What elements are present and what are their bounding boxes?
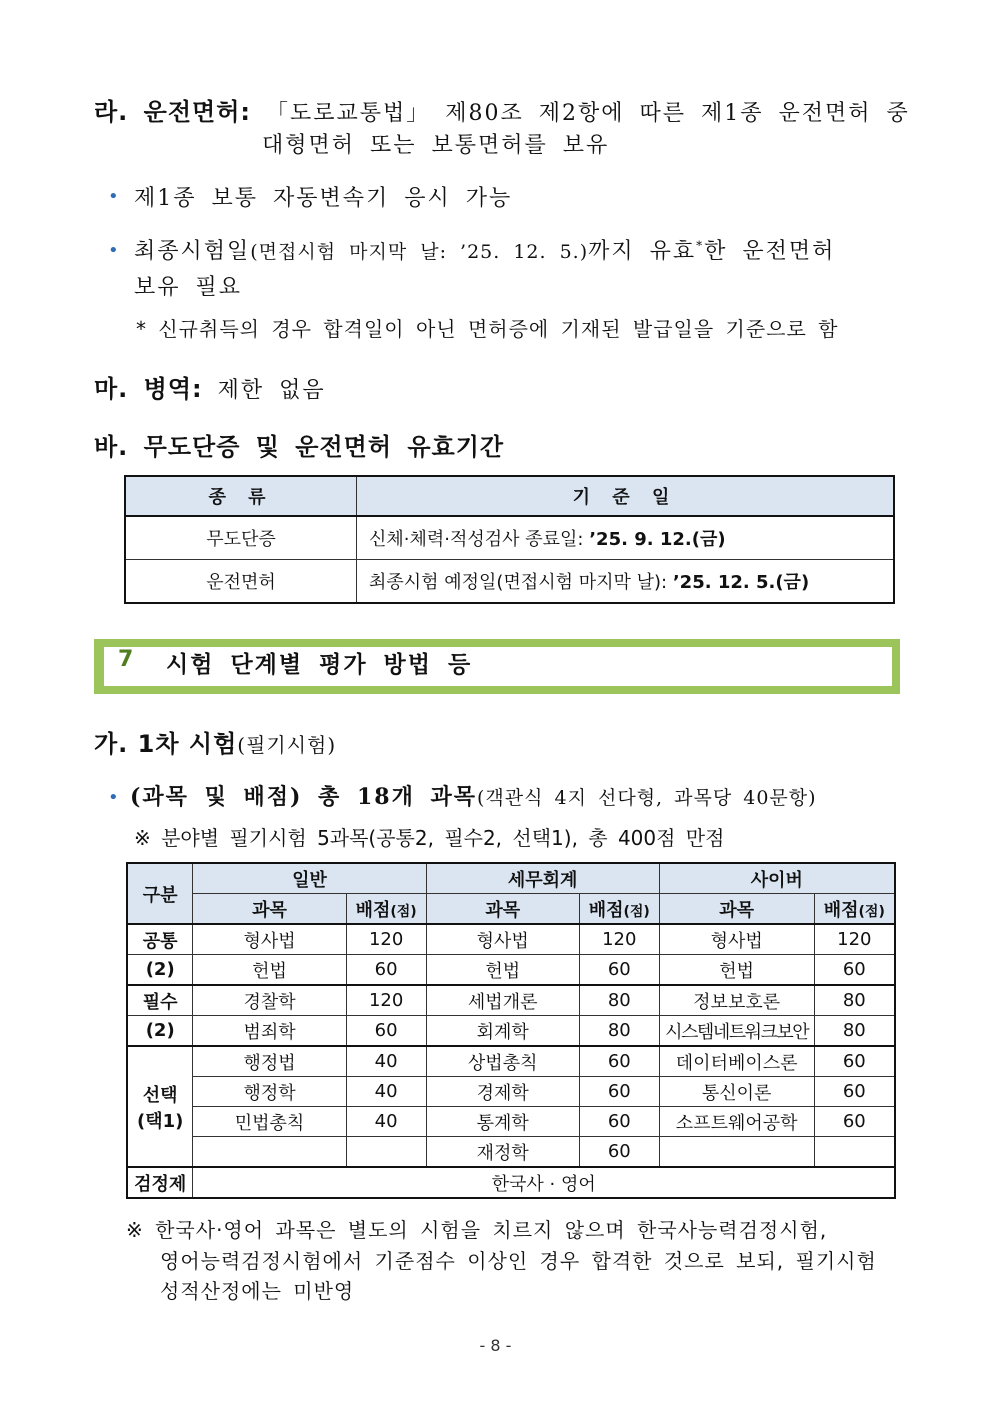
subject-cell: 통계학 (426, 1107, 579, 1137)
section-ra-text-line1: 「도로교통법」 제80조 제2항에 따른 제1종 운전면허 중 (266, 101, 910, 126)
field-tax-accounting: 세무회계 (426, 863, 659, 894)
subject-cell: 회계학 (426, 1016, 579, 1047)
basis-prefix: 최종시험 예정일(면접시험 마지막 날): (369, 572, 673, 593)
row-basis (357, 560, 895, 604)
bullet-subjects-paren: (객관식 4지 선다형, 과목당 40문항) (477, 787, 817, 809)
table-header-row (125, 476, 894, 516)
page-number: - 8 - (479, 1336, 512, 1355)
score-cell: 60 (814, 955, 895, 986)
subject-cell: 상법총칙 (426, 1046, 579, 1077)
bullet-license-validity-line2: 보유 필요 (134, 275, 243, 300)
validity-table (124, 475, 895, 604)
note-five-subjects: ※ 분야별 필기시험 5과목(공통2, 필수2, 선택1), 총 400점 만점 (134, 826, 725, 850)
section-ma (94, 369, 326, 404)
score-cell: 60 (579, 1046, 659, 1077)
subject-header: 과목 (426, 894, 579, 925)
table-row (127, 955, 895, 986)
group-elective-label: 선택 (142, 1084, 178, 1106)
section-ma-text: 제한 없음 (217, 378, 326, 403)
subject-cell: 통신이론 (659, 1077, 814, 1107)
subject-cell: 데이터베이스론 (659, 1046, 814, 1077)
table-row (127, 1107, 895, 1137)
bullet-dot: • (108, 186, 119, 207)
footnote-new-license: * 신규취득의 경우 합격일이 아닌 면허증에 기재된 발급일을 기준으로 함 (136, 317, 839, 341)
section-ra-label: 라. 운전면허: (94, 98, 251, 126)
header-basis: 기 준 일 (357, 476, 895, 516)
table-row (127, 1077, 895, 1107)
score-header (579, 894, 659, 925)
row-type: 무도단증 (125, 516, 357, 560)
score-cell: 60 (579, 1107, 659, 1137)
group-elective-sub: (택1) (137, 1110, 184, 1132)
section-ba-title: 바. 무도단증 및 운전면허 유효기간 (94, 433, 505, 461)
subject-cell (193, 1137, 346, 1168)
bullet-text-part: 최종시험일 (134, 239, 251, 264)
table-row (127, 924, 895, 955)
bullet-text-part: 한 운전면허 (704, 239, 836, 264)
subject-cell: 행정법 (193, 1046, 346, 1077)
score-header-label: 배점 (355, 899, 391, 921)
score-cell: 80 (814, 985, 895, 1016)
subject-header: 과목 (193, 894, 346, 925)
cert-subjects: 한국사 · 영어 (193, 1167, 895, 1198)
subject-cell: 형사법 (193, 924, 346, 955)
subject-cell: 헌법 (426, 955, 579, 986)
group-common-sub: (2) (127, 955, 193, 986)
section-7-header (94, 639, 900, 694)
score-unit: (점) (623, 903, 650, 920)
score-header-label: 배점 (823, 899, 859, 921)
score-cell: 40 (346, 1077, 426, 1107)
section-ra-text-line2: 대형면허 또는 보통면허를 보유 (262, 133, 610, 158)
subject-cell: 행정학 (193, 1077, 346, 1107)
score-cell: 80 (814, 1016, 895, 1047)
section-ga-title-line (94, 724, 336, 759)
score-header-label: 배점 (588, 899, 624, 921)
score-cell: 60 (346, 955, 426, 986)
subject-cell: 경제학 (426, 1077, 579, 1107)
group-required-label: 필수 (127, 985, 193, 1016)
subject-cell (659, 1137, 814, 1168)
bullet-dot: • (108, 787, 119, 808)
asterisk-mark: * (696, 238, 705, 253)
group-required-sub: (2) (127, 1016, 193, 1047)
score-cell: 40 (346, 1046, 426, 1077)
subject-cell: 헌법 (193, 955, 346, 986)
basis-date: ’25. 9. 12.(금) (589, 529, 726, 550)
score-cell: 60 (579, 1077, 659, 1107)
bullet-text-part: 까지 유효 (588, 239, 697, 264)
score-unit: (점) (858, 903, 885, 920)
subject-cell: 재정학 (426, 1137, 579, 1168)
basis-prefix: 신체·체력·적성검사 종료일: (369, 529, 590, 550)
score-cell: 60 (579, 1137, 659, 1168)
final-note-line2: 영어능력검정시험에서 기준점수 이상인 경우 합격한 것으로 보되, 필기시험 (160, 1249, 877, 1273)
final-note-line3: 성적산정에는 미반영 (160, 1279, 355, 1303)
table-row (125, 560, 894, 604)
subject-cell: 형사법 (659, 924, 814, 955)
score-cell: 80 (579, 1016, 659, 1047)
field-header-row (127, 863, 895, 894)
section-ga-title-paren: (필기시험) (237, 733, 337, 757)
section-7-title: 시험 단계별 평가 방법 등 (166, 652, 473, 678)
score-cell: 80 (579, 985, 659, 1016)
table-row (127, 1137, 895, 1168)
subject-cell: 시스템네트워크보안 (659, 1016, 814, 1047)
score-cell (814, 1137, 895, 1168)
group-column-header: 구분 (127, 863, 193, 924)
final-note-line1: ※ 한국사·영어 과목은 별도의 시험을 치르지 않으며 한국사능력검정시험, (126, 1218, 828, 1242)
table-row (125, 516, 894, 560)
table-row (127, 1046, 895, 1077)
score-header (814, 894, 895, 925)
score-cell: 60 (814, 1046, 895, 1077)
bullet-subjects (130, 780, 817, 811)
subject-cell: 민법총칙 (193, 1107, 346, 1137)
subject-cell: 경찰학 (193, 985, 346, 1016)
section-ga-title: 가. 1차 시험 (94, 730, 238, 758)
subject-cell: 정보보호론 (659, 985, 814, 1016)
subject-header: 과목 (659, 894, 814, 925)
score-header (346, 894, 426, 925)
score-cell: 60 (814, 1107, 895, 1137)
row-type: 운전면허 (125, 560, 357, 604)
field-cyber: 사이버 (659, 863, 895, 894)
subject-cell: 형사법 (426, 924, 579, 955)
table-row (127, 985, 895, 1016)
section-7-number: 7 (118, 647, 134, 672)
sub-header-row (127, 894, 895, 925)
subject-cell: 세법개론 (426, 985, 579, 1016)
score-cell: 60 (814, 1077, 895, 1107)
table-row (127, 1167, 895, 1198)
section-ra-line1 (94, 92, 910, 127)
header-type: 종 류 (125, 476, 357, 516)
score-cell: 120 (579, 924, 659, 955)
subject-cell: 헌법 (659, 955, 814, 986)
score-cell: 120 (346, 985, 426, 1016)
score-cell: 120 (346, 924, 426, 955)
score-cell: 60 (346, 1016, 426, 1047)
score-cell: 40 (346, 1107, 426, 1137)
field-general: 일반 (193, 863, 426, 894)
group-common-label: 공통 (127, 924, 193, 955)
subject-cell: 범죄학 (193, 1016, 346, 1047)
subject-cell: 소프트웨어공학 (659, 1107, 814, 1137)
bullet-license-validity (134, 234, 835, 265)
section-ma-label: 마. 병역: (94, 375, 203, 403)
score-cell: 60 (579, 955, 659, 986)
group-elective (127, 1046, 193, 1167)
bullet-dot: • (108, 240, 119, 261)
bullet-text-paren: (면접시험 마지막 날: ’25. 12. 5.) (250, 241, 589, 263)
score-cell: 120 (814, 924, 895, 955)
bullet-auto-transmission: 제1종 보통 자동변속기 응시 가능 (134, 186, 513, 211)
row-basis (357, 516, 895, 560)
group-cert-label: 검정제 (127, 1167, 193, 1198)
bullet-subjects-bold: (과목 및 배점) 총 18개 과목 (130, 784, 477, 810)
score-unit: (점) (390, 903, 417, 920)
subjects-table (126, 862, 896, 1199)
basis-date: ’25. 12. 5.(금) (672, 572, 810, 593)
score-cell (346, 1137, 426, 1168)
table-row (127, 1016, 895, 1047)
